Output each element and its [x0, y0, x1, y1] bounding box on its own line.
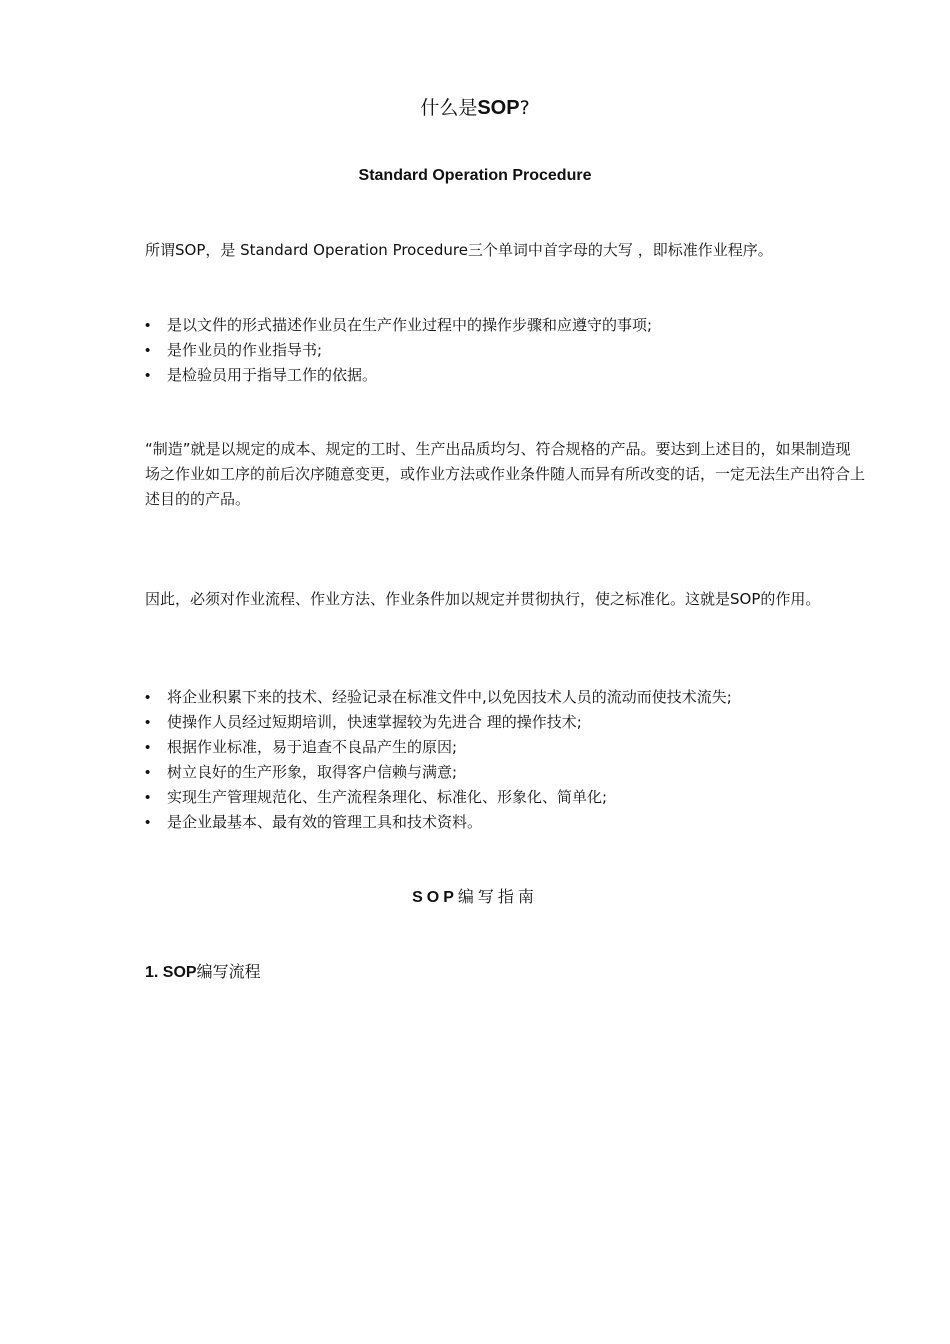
- page-subtitle: Standard Operation Procedure: [358, 167, 592, 184]
- bullet-icon: •: [145, 689, 151, 706]
- list-item: • 将企业积累下来的技术、经验记录在标准文件中,以免因技术人员的流动而使技术流失;: [145, 685, 865, 710]
- list-item: • 是作业员的作业指导书;: [145, 338, 865, 363]
- title-suffix: ?: [519, 97, 530, 119]
- list-item: • 是以文件的形式描述作业员在生产作业过程中的操作步骤和应遵守的事项;: [145, 313, 865, 338]
- definition-bullet-list: [145, 313, 865, 388]
- list-item: • 使操作人员经过短期培训，快速掌握较为先进合 理的操作技术;: [145, 710, 865, 735]
- list-item: • 树立良好的生产形象，取得客户信赖与满意;: [145, 760, 865, 785]
- list-item: • 实现生产管理规范化、生产流程条理化、标准化、形象化、简单化;: [145, 785, 865, 810]
- guide-heading-text: 编写指南: [457, 887, 538, 906]
- bullet-icon: •: [145, 814, 151, 831]
- list-item: • 是检验员用于指导工作的依据。: [145, 363, 865, 388]
- list-item: • 是企业最基本、最有效的管理工具和技术资料。: [145, 810, 865, 835]
- manufacturing-paragraph: “制造”就是以规定的成本、规定的工时、生产出品质均匀、符合规格的产品。要达到上述目的，如果制造现场之作业如工序的前后次序随意变更，或作业方法或作业条件随人而异有所改变的话，一定无法生产出符合上述目的的产品。: [145, 440, 866, 508]
- bullet-icon: •: [145, 789, 151, 806]
- bullet-icon: •: [145, 764, 151, 781]
- intro-paragraph: 所谓SOP，是 Standard Operation Procedure三个单词中首字母的大写 ，即标准作业程序。: [145, 241, 773, 259]
- title-sop: SOP: [477, 97, 520, 119]
- list-item: • 根据作业标准，易于追查不良品产生的原因;: [145, 735, 865, 760]
- guide-heading-sop: SOP: [412, 889, 458, 906]
- section-heading-number: 1. SOP: [145, 964, 197, 981]
- guide-heading: [0, 885, 950, 910]
- section-heading: [145, 960, 261, 985]
- bullet-icon: •: [145, 714, 151, 731]
- title-prefix: 什么是: [420, 97, 478, 119]
- page-title: [0, 93, 950, 123]
- bullet-icon: •: [145, 317, 151, 334]
- benefit-bullet-list: [145, 685, 865, 835]
- bullet-icon: •: [145, 342, 151, 359]
- bullet-icon: •: [145, 367, 151, 384]
- section-heading-text: 编写流程: [196, 962, 261, 981]
- bullet-icon: •: [145, 739, 151, 756]
- therefore-paragraph: 因此，必须对作业流程、作业方法、作业条件加以规定并贯彻执行，使之标准化。这就是SOP的作用。: [145, 590, 821, 608]
